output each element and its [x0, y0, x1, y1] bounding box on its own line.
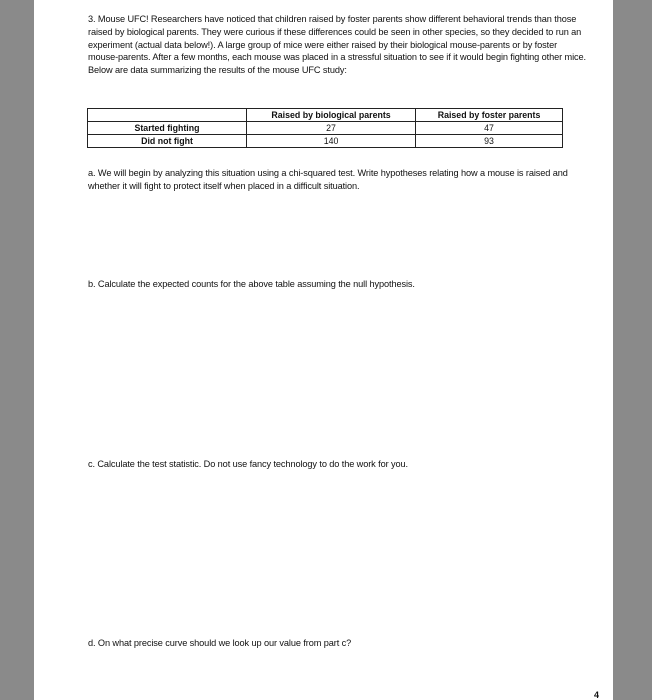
question-d: d. On what precise curve should we look up our value from part c? — [88, 638, 352, 648]
table-header-foster: Raised by foster parents — [416, 109, 563, 122]
question-b: b. Calculate the expected counts for the above table assuming the null hypothesis. — [88, 279, 415, 289]
row-label: Started fighting — [88, 122, 247, 135]
table-header-biological: Raised by biological parents — [247, 109, 416, 122]
question-c: c. Calculate the test statistic. Do not use fancy technology to do the work for you. — [88, 459, 408, 469]
cell-biological: 27 — [247, 122, 416, 135]
data-table — [87, 108, 563, 148]
table-row — [88, 135, 563, 148]
table-header-row — [88, 109, 563, 122]
cell-foster: 93 — [416, 135, 563, 148]
problem-intro: 3. Mouse UFC! Researchers have noticed that children raised by foster parents show different behavioral trends than those raised by biological parents. They were curious if these differences could be seen in other species, so they decided to run an experiment (actual data below!). A large group of mice were either raised by their biological mouse-parents or by foster mouse-parents. After a few months, each mouse was placed in a stressful situation to see if it would begin fighting other mice. Below are data summarizing the results of the mouse UFC study: — [88, 14, 586, 76]
table-header-blank — [88, 109, 247, 122]
row-label: Did not fight — [88, 135, 247, 148]
document-page — [34, 0, 613, 700]
table-row — [88, 122, 563, 135]
question-a: a. We will begin by analyzing this situation using a chi-squared test. Write hypotheses relating how a mouse is raised and whether it will fight to protect itself when placed in a difficult situation. — [88, 168, 568, 191]
cell-foster: 47 — [416, 122, 563, 135]
page-number: 4 — [593, 690, 599, 700]
cell-biological: 140 — [247, 135, 416, 148]
